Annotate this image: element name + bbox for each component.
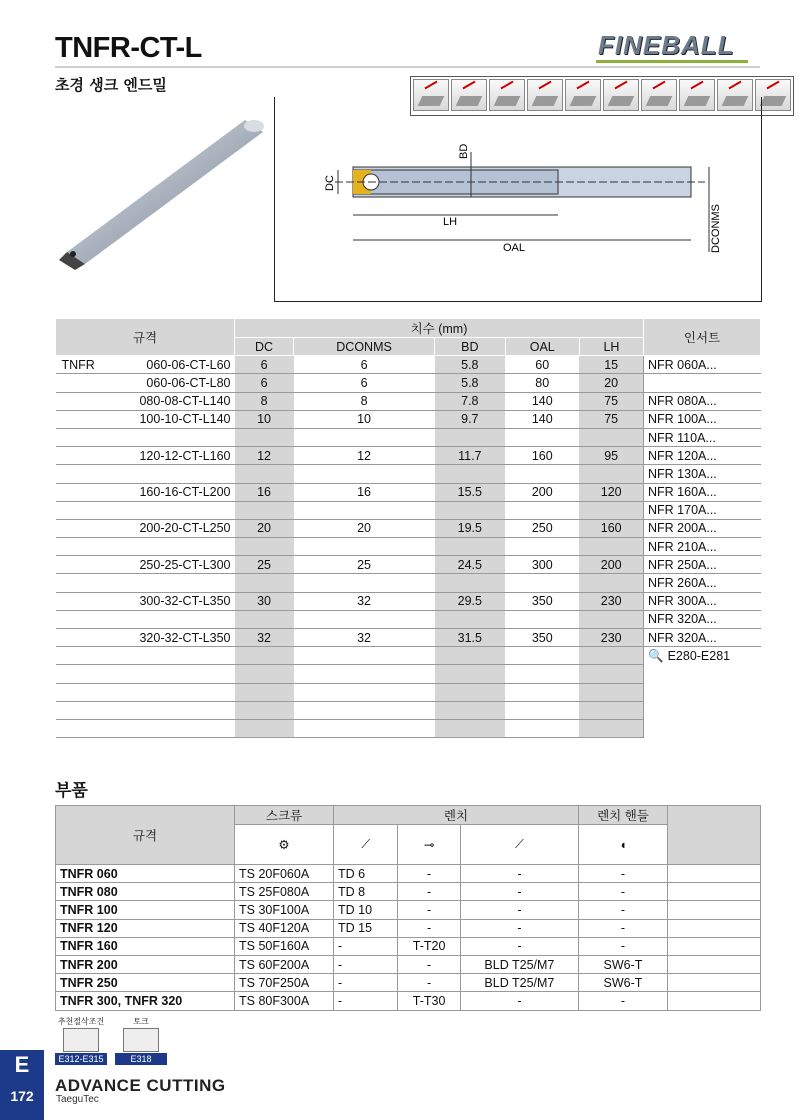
parts-w2-cell: - bbox=[398, 974, 460, 992]
spec-row bbox=[56, 629, 761, 647]
dim-cell: 25 bbox=[294, 556, 435, 574]
dim-cell: 350 bbox=[505, 592, 579, 610]
parts-screw-cell: TS 30F100A bbox=[235, 901, 334, 919]
parts-row bbox=[56, 992, 761, 1010]
parts-w2-cell: T-T30 bbox=[398, 992, 460, 1010]
insert-cell bbox=[644, 647, 761, 665]
parts-screw-cell: TS 50F160A bbox=[235, 937, 334, 955]
dim-cell: 16 bbox=[294, 483, 435, 501]
insert-cell: NFR 130A... bbox=[644, 465, 761, 483]
cutting-conditions-label: 추천절삭조건 bbox=[57, 1017, 105, 1026]
spec-row bbox=[56, 465, 761, 483]
dim-cell: 30 bbox=[235, 592, 294, 610]
model-cell bbox=[56, 538, 235, 556]
dim-cell: 20 bbox=[579, 374, 643, 392]
model-cell bbox=[56, 356, 235, 374]
parts-model-cell: TNFR 100 bbox=[56, 901, 235, 919]
model-code: 100-10-CT-L140 bbox=[139, 412, 231, 427]
parts-row bbox=[56, 919, 761, 937]
dim-cell bbox=[294, 701, 435, 719]
dim-cell: 8 bbox=[294, 392, 435, 410]
spec-row bbox=[56, 610, 761, 628]
prefix-label: TNFR bbox=[61, 357, 95, 372]
insert-cell: NFR 080A... bbox=[644, 392, 761, 410]
parts-model-cell: TNFR 120 bbox=[56, 919, 235, 937]
cutting-conditions-ref[interactable]: E312-E315 bbox=[55, 1053, 107, 1065]
parts-h-cell: - bbox=[579, 937, 668, 955]
dim-cell: 12 bbox=[294, 447, 435, 465]
parts-title: 부품 bbox=[55, 781, 88, 801]
magnifier-icon: 🔍 bbox=[648, 648, 664, 663]
section-tab bbox=[0, 1050, 44, 1120]
cutting-conditions-icon bbox=[63, 1028, 99, 1052]
insert-cell: NFR 320A... bbox=[644, 610, 761, 628]
parts-table bbox=[55, 805, 761, 1011]
model-cell bbox=[56, 447, 235, 465]
parts-w3-cell: BLD T25/M7 bbox=[460, 955, 578, 973]
parts-w2-cell: - bbox=[398, 955, 460, 973]
dim-cell bbox=[505, 647, 579, 665]
dim-cell bbox=[435, 719, 506, 737]
dim-cell bbox=[505, 428, 579, 446]
parts-col-screw: 스크류 bbox=[235, 806, 334, 825]
parts-screw-cell: TS 25F080A bbox=[235, 883, 334, 901]
dim-cell bbox=[505, 538, 579, 556]
parts-h-cell: SW6-T bbox=[579, 955, 668, 973]
model-cell bbox=[56, 410, 235, 428]
parts-w1-cell: - bbox=[334, 974, 398, 992]
model-cell bbox=[56, 574, 235, 592]
dim-cell bbox=[579, 647, 643, 665]
dim-cell: 32 bbox=[294, 629, 435, 647]
model-cell bbox=[56, 519, 235, 537]
parts-w3-cell: - bbox=[460, 919, 578, 937]
spec-row bbox=[56, 392, 761, 410]
dim-cell bbox=[579, 701, 643, 719]
dim-cell bbox=[579, 428, 643, 446]
parts-w2-cell: - bbox=[398, 865, 460, 883]
dim-cell: 19.5 bbox=[435, 519, 506, 537]
dim-cell: 60 bbox=[505, 356, 579, 374]
dim-cell: 6 bbox=[235, 356, 294, 374]
parts-col-wrench: 렌치 bbox=[334, 806, 579, 825]
parts-col-handle: 렌치 핸들 bbox=[579, 806, 668, 825]
dc-label: DC bbox=[324, 175, 336, 191]
spec-row bbox=[56, 356, 761, 374]
parts-model-cell: TNFR 080 bbox=[56, 883, 235, 901]
torque-ref[interactable]: E318 bbox=[115, 1053, 167, 1065]
bd-label: BD bbox=[458, 143, 470, 159]
dim-cell bbox=[579, 501, 643, 519]
spec-table bbox=[55, 318, 761, 738]
dim-cell bbox=[235, 683, 294, 701]
dim-cell: 140 bbox=[505, 410, 579, 428]
dim-cell: 230 bbox=[579, 629, 643, 647]
dim-cell bbox=[235, 701, 294, 719]
parts-h-cell: SW6-T bbox=[579, 974, 668, 992]
dim-cell bbox=[505, 701, 579, 719]
page-number: 172 bbox=[10, 1088, 34, 1104]
parts-w3-cell: - bbox=[460, 865, 578, 883]
dim-cell: 9.7 bbox=[435, 410, 506, 428]
dim-cell bbox=[579, 719, 643, 737]
dim-cell: 5.8 bbox=[435, 374, 506, 392]
parts-w3-cell: - bbox=[460, 992, 578, 1010]
spec-row bbox=[56, 374, 761, 392]
parts-screw-cell: TS 80F300A bbox=[235, 992, 334, 1010]
parts-row bbox=[56, 937, 761, 955]
dim-cell bbox=[505, 719, 579, 737]
dim-cell bbox=[294, 610, 435, 628]
parts-w1-cell: - bbox=[334, 955, 398, 973]
dim-cell: 6 bbox=[294, 356, 435, 374]
dim-cell bbox=[235, 501, 294, 519]
model-cell bbox=[56, 428, 235, 446]
brand-underline bbox=[596, 60, 748, 63]
insert-cell: NFR 260A... bbox=[644, 574, 761, 592]
dim-cell: 120 bbox=[579, 483, 643, 501]
dim-cell: 200 bbox=[505, 483, 579, 501]
dim-cell: 350 bbox=[505, 629, 579, 647]
lh-label: LH bbox=[443, 216, 458, 228]
model-cell bbox=[56, 701, 235, 719]
model-code: 200-20-CT-L250 bbox=[139, 521, 231, 536]
dim-cell bbox=[294, 465, 435, 483]
model-cell bbox=[56, 665, 235, 683]
insert-cell bbox=[644, 719, 761, 737]
insert-cell bbox=[644, 665, 761, 683]
model-cell bbox=[56, 501, 235, 519]
dim-cell: 6 bbox=[294, 374, 435, 392]
cutting-conditions-box[interactable] bbox=[55, 1016, 107, 1065]
parts-empty-cell bbox=[668, 992, 761, 1010]
dim-cell bbox=[579, 538, 643, 556]
model-code: 300-32-CT-L350 bbox=[139, 594, 231, 609]
model-cell bbox=[56, 374, 235, 392]
col-insert-header: 인서트 bbox=[644, 319, 761, 356]
spec-row bbox=[56, 410, 761, 428]
dim-cell: 140 bbox=[505, 392, 579, 410]
parts-empty-cell bbox=[668, 883, 761, 901]
dim-cell bbox=[435, 538, 506, 556]
taegutec-logo: TaeguTec bbox=[56, 1094, 99, 1105]
parts-empty-cell bbox=[668, 865, 761, 883]
dim-cell bbox=[294, 501, 435, 519]
parts-model-cell: TNFR 200 bbox=[56, 955, 235, 973]
parts-empty-cell bbox=[668, 974, 761, 992]
parts-screw-cell: TS 60F200A bbox=[235, 955, 334, 973]
dim-cell: 29.5 bbox=[435, 592, 506, 610]
dim-cell bbox=[235, 719, 294, 737]
oal-label: OAL bbox=[503, 242, 526, 254]
dim-cell bbox=[435, 610, 506, 628]
insert-ref-link[interactable] bbox=[648, 649, 757, 664]
parts-col-spec: 규격 bbox=[56, 806, 235, 865]
dimension-drawing bbox=[274, 97, 762, 302]
dim-cell bbox=[505, 610, 579, 628]
spec-row bbox=[56, 556, 761, 574]
spec-row bbox=[56, 574, 761, 592]
insert-cell: NFR 160A... bbox=[644, 483, 761, 501]
parts-w3-cell: - bbox=[460, 901, 578, 919]
dim-col-header: DCONMS bbox=[294, 338, 435, 356]
parts-row bbox=[56, 901, 761, 919]
model-cell bbox=[56, 392, 235, 410]
screwdriver-icon: ⟋ bbox=[334, 825, 398, 865]
dim-cell: 31.5 bbox=[435, 629, 506, 647]
parts-empty-cell bbox=[668, 955, 761, 973]
insert-cell: NFR 120A... bbox=[644, 447, 761, 465]
model-cell bbox=[56, 592, 235, 610]
parts-w1-cell: TD 15 bbox=[334, 919, 398, 937]
insert-cell: NFR 250A... bbox=[644, 556, 761, 574]
insert-ref-text: E280-E281 bbox=[667, 649, 731, 664]
dim-cell bbox=[579, 465, 643, 483]
t-wrench-icon: ⊸ bbox=[398, 825, 460, 865]
col-dims-header: 치수 (mm) bbox=[235, 319, 644, 338]
dim-cell: 25 bbox=[235, 556, 294, 574]
dim-cell: 75 bbox=[579, 410, 643, 428]
parts-h-cell: - bbox=[579, 992, 668, 1010]
parts-row bbox=[56, 974, 761, 992]
model-code: 060-06-CT-L80 bbox=[146, 375, 231, 390]
dim-cell bbox=[235, 538, 294, 556]
col-spec-header: 규격 bbox=[56, 319, 235, 356]
dim-cell: 24.5 bbox=[435, 556, 506, 574]
parts-w1-cell: - bbox=[334, 992, 398, 1010]
model-code: 160-16-CT-L200 bbox=[139, 485, 231, 500]
dim-cell: 11.7 bbox=[435, 447, 506, 465]
parts-w3-cell: BLD T25/M7 bbox=[460, 974, 578, 992]
insert-cell bbox=[644, 374, 761, 392]
parts-w1-cell: TD 10 bbox=[334, 901, 398, 919]
parts-model-cell: TNFR 300, TNFR 320 bbox=[56, 992, 235, 1010]
dim-cell: 160 bbox=[505, 447, 579, 465]
page-title: TNFR-CT-L bbox=[55, 32, 202, 64]
dim-cell bbox=[435, 501, 506, 519]
dim-cell: 10 bbox=[294, 410, 435, 428]
spec-row-empty bbox=[56, 665, 761, 683]
spec-row bbox=[56, 519, 761, 537]
dim-cell bbox=[294, 665, 435, 683]
dim-cell: 250 bbox=[505, 519, 579, 537]
parts-w2-cell: T-T20 bbox=[398, 937, 460, 955]
parts-row bbox=[56, 865, 761, 883]
spec-row bbox=[56, 592, 761, 610]
dim-cell: 80 bbox=[505, 374, 579, 392]
parts-model-cell: TNFR 160 bbox=[56, 937, 235, 955]
parts-screw-cell: TS 70F250A bbox=[235, 974, 334, 992]
model-cell bbox=[56, 556, 235, 574]
parts-h-cell: - bbox=[579, 865, 668, 883]
dim-cell bbox=[505, 683, 579, 701]
model-cell bbox=[56, 683, 235, 701]
dim-cell bbox=[235, 574, 294, 592]
parts-model-cell: TNFR 060 bbox=[56, 865, 235, 883]
parts-row bbox=[56, 955, 761, 973]
dim-cell bbox=[435, 428, 506, 446]
dim-cell: 5.8 bbox=[435, 356, 506, 374]
title-divider bbox=[55, 66, 760, 68]
dim-cell bbox=[505, 465, 579, 483]
dim-cell: 32 bbox=[294, 592, 435, 610]
dim-cell bbox=[294, 538, 435, 556]
dim-cell: 15.5 bbox=[435, 483, 506, 501]
insert-cell: NFR 100A... bbox=[644, 410, 761, 428]
dim-cell bbox=[579, 574, 643, 592]
dim-cell bbox=[435, 665, 506, 683]
dim-cell: 20 bbox=[235, 519, 294, 537]
dim-cell bbox=[435, 701, 506, 719]
parts-empty-cell bbox=[668, 901, 761, 919]
model-code: 320-32-CT-L350 bbox=[139, 630, 231, 645]
dim-cell bbox=[235, 647, 294, 665]
spec-row-empty bbox=[56, 683, 761, 701]
advance-cutting-logo: ADVANCE CUTTING bbox=[55, 1076, 226, 1095]
model-cell bbox=[56, 465, 235, 483]
model-cell bbox=[56, 610, 235, 628]
parts-w2-cell: - bbox=[398, 883, 460, 901]
insert-cell: NFR 200A... bbox=[644, 519, 761, 537]
dim-cell: 12 bbox=[235, 447, 294, 465]
torque-box[interactable] bbox=[115, 1016, 167, 1065]
parts-w2-cell: - bbox=[398, 901, 460, 919]
model-cell bbox=[56, 647, 235, 665]
dim-cell: 95 bbox=[579, 447, 643, 465]
dim-cell bbox=[435, 647, 506, 665]
torque-label: 토크 bbox=[133, 1017, 149, 1026]
parts-col-empty bbox=[668, 806, 761, 865]
model-code: 080-08-CT-L140 bbox=[139, 394, 231, 409]
parts-row bbox=[56, 883, 761, 901]
dim-cell bbox=[235, 610, 294, 628]
dim-cell: 7.8 bbox=[435, 392, 506, 410]
dim-cell bbox=[505, 665, 579, 683]
dim-cell bbox=[294, 574, 435, 592]
parts-w2-cell: - bbox=[398, 919, 460, 937]
parts-empty-cell bbox=[668, 937, 761, 955]
model-code: 120-12-CT-L160 bbox=[139, 448, 231, 463]
dim-cell: 75 bbox=[579, 392, 643, 410]
dim-cell bbox=[579, 610, 643, 628]
parts-h-cell: - bbox=[579, 901, 668, 919]
parts-w1-cell: - bbox=[334, 937, 398, 955]
dim-cell bbox=[435, 465, 506, 483]
dim-cell: 6 bbox=[235, 374, 294, 392]
dim-cell bbox=[435, 574, 506, 592]
parts-w3-cell: - bbox=[460, 937, 578, 955]
dim-col-header: OAL bbox=[505, 338, 579, 356]
dim-cell bbox=[505, 574, 579, 592]
parts-empty-cell bbox=[668, 919, 761, 937]
dim-col-header: BD bbox=[435, 338, 506, 356]
parts-screw-cell: TS 20F060A bbox=[235, 865, 334, 883]
brand-logo: FINEBALL bbox=[598, 30, 735, 60]
dim-cell bbox=[294, 683, 435, 701]
spec-row bbox=[56, 447, 761, 465]
insert-cell: NFR 210A... bbox=[644, 538, 761, 556]
insert-cell: NFR 170A... bbox=[644, 501, 761, 519]
dim-cell bbox=[579, 683, 643, 701]
spec-row bbox=[56, 483, 761, 501]
dim-cell: 16 bbox=[235, 483, 294, 501]
dim-cell: 300 bbox=[505, 556, 579, 574]
parts-w3-cell: - bbox=[460, 883, 578, 901]
insert-cell: NFR 060A... bbox=[644, 356, 761, 374]
model-code: 250-25-CT-L300 bbox=[139, 557, 231, 572]
page-subtitle: 초경 생크 엔드밀 bbox=[55, 76, 167, 94]
dim-cell: 160 bbox=[579, 519, 643, 537]
dim-cell bbox=[235, 465, 294, 483]
dim-col-header: LH bbox=[579, 338, 643, 356]
tool-photo bbox=[45, 112, 270, 272]
dconms-label: DCONMS bbox=[710, 204, 722, 253]
dim-cell: 10 bbox=[235, 410, 294, 428]
dim-cell: 15 bbox=[579, 356, 643, 374]
dim-col-header: DC bbox=[235, 338, 294, 356]
section-letter: E bbox=[14, 1052, 30, 1077]
parts-w1-cell: TD 8 bbox=[334, 883, 398, 901]
dim-cell bbox=[579, 665, 643, 683]
screw-icon: ⚙ bbox=[235, 825, 334, 865]
model-cell bbox=[56, 629, 235, 647]
spec-row bbox=[56, 501, 761, 519]
parts-h-cell: - bbox=[579, 919, 668, 937]
spec-row-empty bbox=[56, 701, 761, 719]
dim-cell bbox=[435, 683, 506, 701]
parts-screw-cell: TS 40F120A bbox=[235, 919, 334, 937]
insert-cell bbox=[644, 701, 761, 719]
torque-icon bbox=[123, 1028, 159, 1052]
model-cell bbox=[56, 483, 235, 501]
dim-cell: 230 bbox=[579, 592, 643, 610]
dim-cell bbox=[294, 647, 435, 665]
dim-cell bbox=[294, 428, 435, 446]
spec-row bbox=[56, 428, 761, 446]
parts-model-cell: TNFR 250 bbox=[56, 974, 235, 992]
insert-cell: NFR 110A... bbox=[644, 428, 761, 446]
spec-row bbox=[56, 538, 761, 556]
spec-row-empty bbox=[56, 647, 761, 665]
dim-cell bbox=[235, 665, 294, 683]
spec-row-empty bbox=[56, 719, 761, 737]
model-code: 060-06-CT-L60 bbox=[146, 357, 231, 372]
dim-cell bbox=[294, 719, 435, 737]
wrench-handle-icon: ◖ bbox=[579, 825, 668, 865]
dim-cell bbox=[505, 501, 579, 519]
insert-cell: NFR 320A... bbox=[644, 629, 761, 647]
dim-cell bbox=[235, 428, 294, 446]
parts-w1-cell: TD 6 bbox=[334, 865, 398, 883]
dim-cell: 32 bbox=[235, 629, 294, 647]
dim-cell: 8 bbox=[235, 392, 294, 410]
insert-cell bbox=[644, 683, 761, 701]
blade-wrench-icon: ⟋ bbox=[460, 825, 578, 865]
dim-cell: 200 bbox=[579, 556, 643, 574]
parts-h-cell: - bbox=[579, 883, 668, 901]
insert-cell: NFR 300A... bbox=[644, 592, 761, 610]
model-cell bbox=[56, 719, 235, 737]
dim-cell: 20 bbox=[294, 519, 435, 537]
